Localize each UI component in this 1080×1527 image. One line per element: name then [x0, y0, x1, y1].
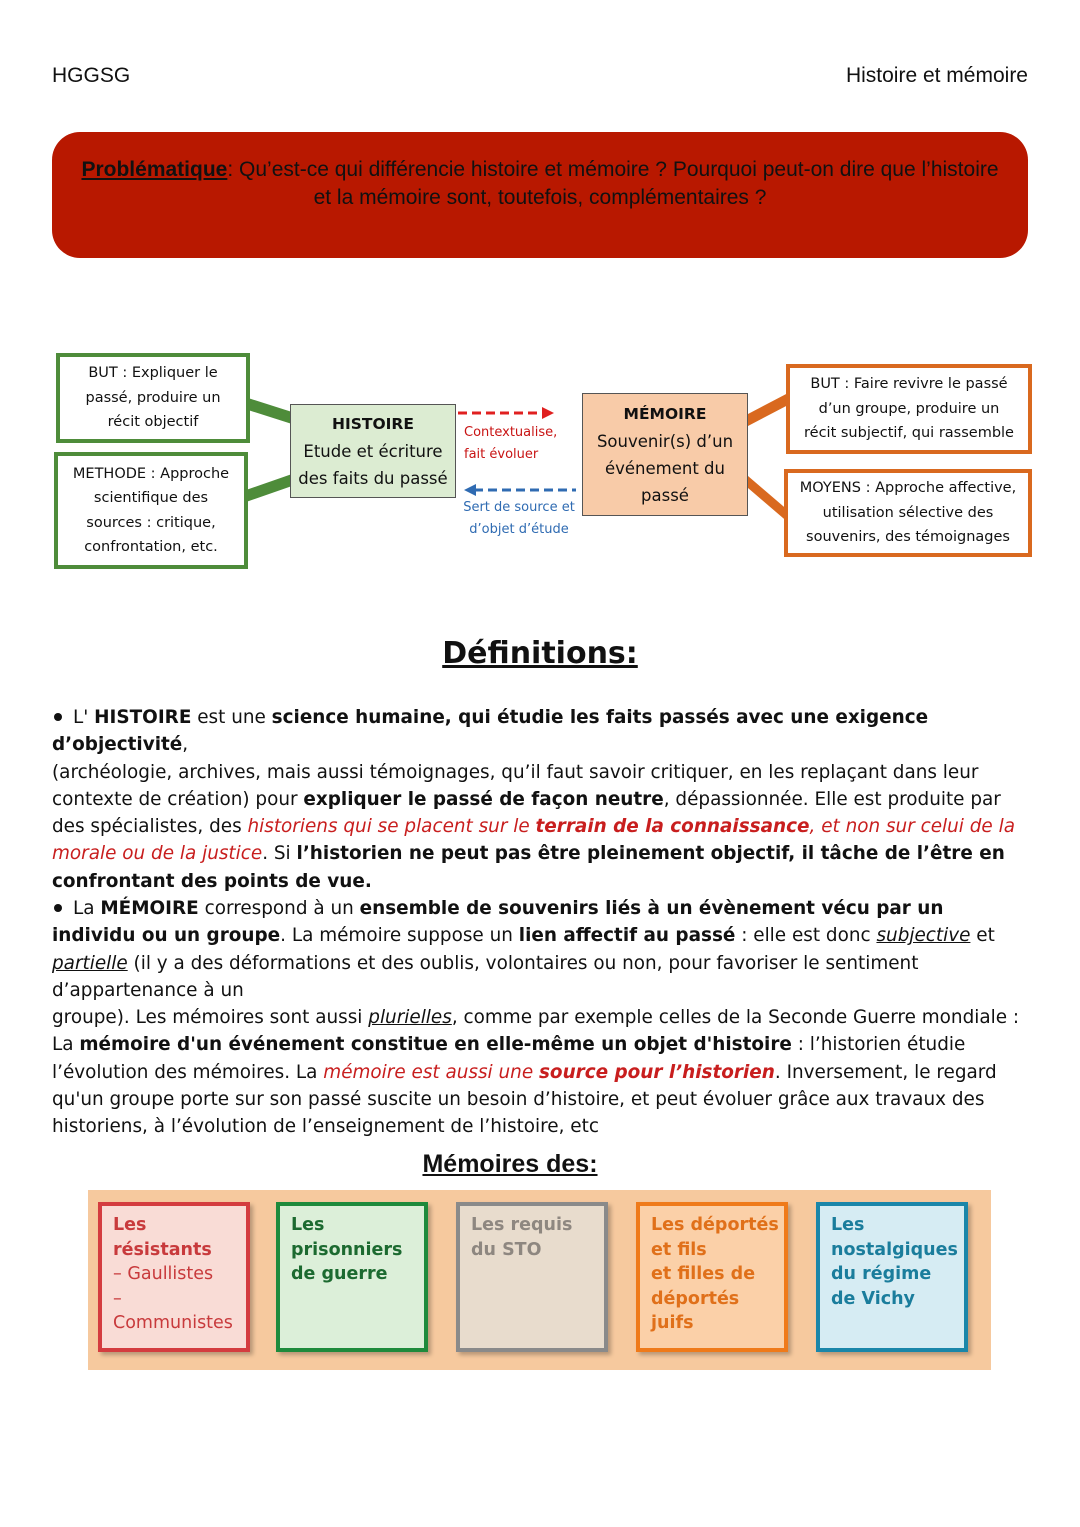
box-histoire-but: BUT : Expliquer le passé, produire un récit objectif	[56, 353, 250, 443]
bullet-icon	[54, 904, 62, 912]
box-histoire-methode: METHODE : Approche scientifique des sources : critique, confrontation, etc.	[54, 452, 248, 569]
memoires-cards-panel	[88, 1190, 991, 1370]
card-prisonniers: Les prisonniers de guerre	[276, 1202, 428, 1352]
definition-memoire: La MÉMOIRE correspond à un ensemble de souvenirs liés à un évènement vécu par un individu ou un groupe. La mémoire suppose un lien affectif au passé : elle est donc subjective et partielle (il y a des déformations et des oublis, volontaires ou non, pour favoriser le sentiment d’appartenance à un groupe). Les mémoires sont aussi plurielles, comme par exemple celles de la Seconde Guerre mondiale : La mémoire d'un événement constitue en elle-même un objet d'histoire : l’historien étudie l’évolution des mémoires. La mémoire est aussi une source pour l’historien. Inversement, le regard qu'un groupe porte sur son passé suscite un besoin d’histoire, et peut évoluer grâce aux travaux des historiens, à l’évolution de l’enseignement de l’histoire, etc	[52, 898, 1020, 1138]
card-requis-sto: Les requis du STO	[456, 1202, 608, 1352]
problematique-label: Problématique	[81, 158, 228, 181]
arrow-label-contextualise: Contextualise, fait évoluer	[464, 425, 558, 462]
bullet-icon	[54, 713, 62, 721]
arrow-red-head	[542, 407, 554, 419]
header-subject: HGGSG	[52, 64, 131, 87]
arrow-label-source: Sert de source et d’objet d’étude	[463, 500, 575, 537]
card-deportes: Les déportés et fils et filles de déportés juifs	[636, 1202, 788, 1352]
definitions-title: Définitions:	[442, 636, 638, 671]
box-histoire: HISTOIRE Etude et écriture des faits du passé	[290, 404, 456, 498]
problematique-banner	[52, 132, 1028, 258]
box-memoire-moyens: MOYENS : Approche affective, utilisation sélective des souvenirs, des témoignages	[784, 469, 1032, 557]
definition-histoire: L' HISTOIRE est une science humaine, qui étudie les faits passés avec une exigence d’objectivité, (archéologie, archives, mais aussi témoignages, qu’il faut savoir critiquer, en les replaçant dans leur contexte de création) pour expliquer le passé de façon neutre, dépassionnée. Elle est produite par des spécialistes, des historiens qui se placent sur le terrain de la connaissance, et non sur celui de la morale ou de la justice. Si l’historien ne peut pas être pleinement objectif, il tâche de l’être en confrontant des points de vue.	[52, 707, 1015, 892]
problematique-text	[72, 156, 1008, 212]
card-nostalgiques-vichy: Les nostalgiques du régime de Vichy	[816, 1202, 968, 1352]
memoires-des-title: Mémoires des:	[422, 1150, 598, 1178]
card-resistants: Les résistants – Gaullistes – Communistes	[98, 1202, 250, 1352]
header-topic: Histoire et mémoire	[845, 64, 1028, 87]
arrow-blue-head	[464, 484, 476, 496]
box-memoire-but: BUT : Faire revivre le passé d’un groupe, produire un récit subjectif, qui rassemble	[786, 364, 1032, 454]
connector-but-histoire	[248, 398, 292, 424]
problematique-question: : Qu’est-ce qui différencie histoire et mémoire ? Pourquoi peut-on dire que l’histoire et la mémoire sont, toutefois, complémentaires ?	[227, 158, 999, 209]
connector-methode-histoire	[246, 474, 292, 502]
connector-memoire-but	[748, 392, 790, 426]
box-memoire: MÉMOIRE Souvenir(s) d’un événement du passé	[582, 393, 748, 516]
